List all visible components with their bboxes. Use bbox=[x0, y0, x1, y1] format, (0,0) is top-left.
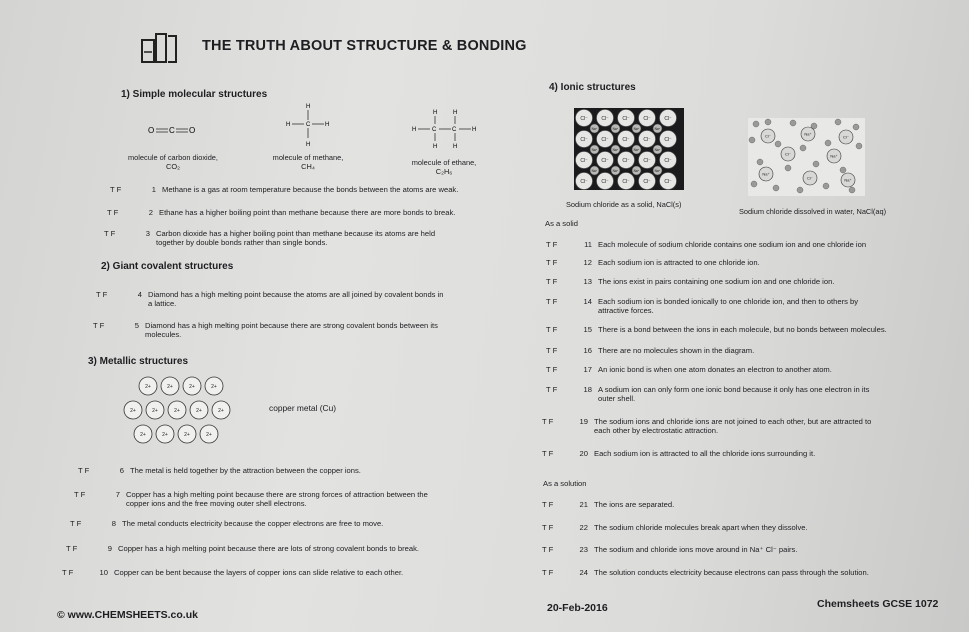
svg-text:Cl⁻: Cl⁻ bbox=[622, 137, 630, 143]
svg-text:Cl⁻: Cl⁻ bbox=[580, 158, 588, 164]
question-row[interactable]: T F 22 The sodium chloride molecules break apart when they dissolve. bbox=[542, 523, 808, 532]
svg-text:O: O bbox=[189, 126, 196, 135]
svg-text:2+: 2+ bbox=[206, 432, 212, 438]
simple-molecules-diagram bbox=[140, 100, 480, 150]
svg-text:H: H bbox=[433, 144, 438, 150]
svg-text:Cl⁻: Cl⁻ bbox=[664, 158, 672, 164]
question-row[interactable]: T F 19 The sodium ions and chloride ions are not joined to each other, but are attracted to each other by electrostatic attraction. bbox=[542, 417, 872, 435]
ethane-caption: molecule of ethane, C₂H₆ bbox=[411, 158, 477, 176]
svg-text:Na⁺: Na⁺ bbox=[612, 126, 619, 131]
svg-text:Cl⁻: Cl⁻ bbox=[622, 116, 630, 122]
svg-text:Na⁺: Na⁺ bbox=[762, 171, 770, 177]
svg-text:Na⁺: Na⁺ bbox=[844, 177, 852, 183]
section-heading-metallic: 3) Metallic structures bbox=[88, 356, 189, 367]
svg-text:Cl⁻: Cl⁻ bbox=[643, 116, 651, 122]
methane-caption: molecule of methane, CH₄ bbox=[272, 153, 344, 171]
svg-text:Cl⁻: Cl⁻ bbox=[843, 134, 849, 140]
question-row[interactable]: T F 7 Copper has a high melting point because there are strong forces of attraction between the copper ions and the free moving outer shell electrons. bbox=[74, 490, 428, 508]
svg-text:Na⁺: Na⁺ bbox=[591, 168, 598, 173]
question-row[interactable]: T F 17 An ionic bond is when one atom donates an electron to another atom. bbox=[546, 365, 832, 374]
question-row[interactable]: T F 18 A sodium ion can only form one ionic bond because it only has one electron in its outer shell. bbox=[546, 385, 870, 403]
nacl-solution-diagram bbox=[748, 118, 865, 196]
svg-text:Na⁺: Na⁺ bbox=[612, 168, 619, 173]
svg-text:2+: 2+ bbox=[162, 432, 168, 438]
svg-text:H: H bbox=[306, 142, 311, 148]
question-row[interactable]: T F 20 Each sodium ion is attracted to all the chloride ions surrounding it. bbox=[542, 449, 816, 458]
svg-text:Cl⁻: Cl⁻ bbox=[765, 133, 771, 139]
question-row[interactable]: T F 5 Diamond has a high melting point because there are strong covalent bonds between its molecules. bbox=[93, 321, 438, 339]
question-row[interactable]: T F 14 Each sodium ion is bonded ionically to one chloride ion, and then to others by attractive forces. bbox=[546, 297, 859, 315]
as-a-solution-label: As a solution bbox=[543, 479, 587, 488]
nacl-solid-diagram bbox=[574, 108, 684, 190]
copper-label: copper metal (Cu) bbox=[269, 403, 337, 413]
svg-text:Cl⁻: Cl⁻ bbox=[601, 116, 609, 122]
solution-diagram-caption: Sodium chloride dissolved in water, NaCl(aq) bbox=[739, 207, 887, 216]
svg-text:Cl⁻: Cl⁻ bbox=[785, 151, 791, 157]
svg-text:H: H bbox=[412, 127, 417, 133]
beaker-logo-icon bbox=[140, 30, 180, 66]
svg-text:H: H bbox=[472, 127, 477, 133]
question-row[interactable]: T F 21 The ions are separated. bbox=[542, 500, 675, 509]
solid-diagram-caption: Sodium chloride as a solid, NaCl(s) bbox=[566, 200, 682, 209]
question-row[interactable]: T F 2 Ethane has a higher boiling point than methane because there are more bonds to break. bbox=[107, 208, 456, 217]
svg-text:Na⁺: Na⁺ bbox=[804, 131, 812, 137]
svg-text:2+: 2+ bbox=[130, 408, 136, 414]
question-row[interactable]: T F 4 Diamond has a high melting point because the atoms are all joined by covalent bonds in a lattice. bbox=[96, 290, 444, 308]
question-row[interactable]: T F 11 Each molecule of sodium chloride contains one sodium ion and one chloride ion bbox=[546, 240, 867, 249]
svg-text:Na⁺: Na⁺ bbox=[830, 153, 838, 159]
question-row[interactable]: T F 9 Copper has a high melting point because there are lots of strong covalent bonds to break. bbox=[66, 544, 419, 553]
svg-text:H: H bbox=[325, 122, 330, 128]
question-row[interactable]: T F 13 The ions exist in pairs containing one sodium ion and one chloride ion. bbox=[546, 277, 835, 286]
svg-text:Cl⁻: Cl⁻ bbox=[580, 116, 588, 122]
footer-date: 20-Feb-2016 bbox=[547, 602, 608, 614]
question-row[interactable]: T F 6 The metal is held together by the attraction between the copper ions. bbox=[78, 466, 361, 475]
svg-text:Cl⁻: Cl⁻ bbox=[622, 179, 630, 185]
svg-text:Cl⁻: Cl⁻ bbox=[643, 137, 651, 143]
question-row[interactable]: T F 24 The solution conducts electricity because electrons can pass through the solution. bbox=[542, 568, 869, 577]
svg-text:Na⁺: Na⁺ bbox=[633, 168, 640, 173]
svg-text:2+: 2+ bbox=[152, 408, 158, 414]
question-row[interactable]: T F 16 There are no molecules shown in the diagram. bbox=[546, 346, 755, 355]
svg-text:Na⁺: Na⁺ bbox=[612, 147, 619, 152]
svg-text:Cl⁻: Cl⁻ bbox=[664, 137, 672, 143]
question-row[interactable]: T F 12 Each sodium ion is attracted to one chloride ion. bbox=[546, 258, 760, 267]
svg-text:2+: 2+ bbox=[189, 384, 195, 390]
page-title: THE TRUTH ABOUT STRUCTURE & BONDING bbox=[202, 38, 527, 54]
svg-text:Cl⁻: Cl⁻ bbox=[601, 158, 609, 164]
svg-text:Cl⁻: Cl⁻ bbox=[643, 179, 651, 185]
section-heading-simple-molecular: 1) Simple molecular structures bbox=[121, 89, 268, 100]
question-row[interactable]: T F 15 There is a bond between the ions in each molecule, but no bonds between molecules. bbox=[546, 325, 887, 334]
svg-text:Na⁺: Na⁺ bbox=[591, 126, 598, 131]
svg-text:Cl⁻: Cl⁻ bbox=[664, 116, 672, 122]
svg-text:2+: 2+ bbox=[196, 408, 202, 414]
section-heading-giant-covalent: 2) Giant covalent structures bbox=[101, 261, 234, 272]
svg-text:Na⁺: Na⁺ bbox=[654, 147, 661, 152]
question-row[interactable]: T F 10 Copper can be bent because the layers of copper ions can slide relative to each other. bbox=[62, 568, 404, 577]
svg-text:O: O bbox=[148, 126, 155, 135]
as-a-solid-label: As a solid bbox=[545, 219, 578, 228]
section-heading-ionic: 4) Ionic structures bbox=[549, 82, 636, 93]
copper-lattice-diagram bbox=[118, 376, 248, 446]
svg-text:Na⁺: Na⁺ bbox=[654, 168, 661, 173]
svg-text:H: H bbox=[453, 144, 458, 150]
question-row[interactable]: T F 1 Methane is a gas at room temperature because the bonds between the atoms are weak. bbox=[110, 185, 459, 194]
svg-text:C: C bbox=[306, 122, 311, 128]
svg-text:2+: 2+ bbox=[174, 408, 180, 414]
svg-text:2+: 2+ bbox=[211, 384, 217, 390]
svg-text:Na⁺: Na⁺ bbox=[633, 147, 640, 152]
svg-text:H: H bbox=[453, 110, 458, 116]
svg-text:Cl⁻: Cl⁻ bbox=[643, 158, 651, 164]
svg-text:2+: 2+ bbox=[167, 384, 173, 390]
svg-text:Cl⁻: Cl⁻ bbox=[664, 179, 672, 185]
svg-text:C: C bbox=[432, 127, 437, 133]
svg-text:C: C bbox=[169, 126, 175, 135]
svg-text:Na⁺: Na⁺ bbox=[633, 126, 640, 131]
svg-text:H: H bbox=[306, 104, 311, 110]
svg-text:2+: 2+ bbox=[145, 384, 151, 390]
svg-text:Cl⁻: Cl⁻ bbox=[601, 137, 609, 143]
svg-text:Cl⁻: Cl⁻ bbox=[580, 179, 588, 185]
co2-caption: molecule of carbon dioxide, CO₂ bbox=[128, 153, 218, 171]
question-row[interactable]: T F 3 Carbon dioxide has a higher boiling point than methane because its atoms are held together by double bonds rather than single bonds. bbox=[104, 229, 436, 247]
question-row[interactable]: T F 8 The metal conducts electricity because the copper electrons are free to move. bbox=[70, 519, 384, 528]
svg-text:H: H bbox=[286, 122, 291, 128]
svg-text:Na⁺: Na⁺ bbox=[654, 126, 661, 131]
svg-text:Na⁺: Na⁺ bbox=[591, 147, 598, 152]
svg-text:2+: 2+ bbox=[184, 432, 190, 438]
svg-text:Cl⁻: Cl⁻ bbox=[622, 158, 630, 164]
svg-text:Cl⁻: Cl⁻ bbox=[601, 179, 609, 185]
svg-text:Cl⁻: Cl⁻ bbox=[807, 175, 813, 181]
question-row[interactable]: T F 23 The sodium and chloride ions move around in Na⁺ Cl⁻ pairs. bbox=[542, 545, 798, 554]
svg-text:H: H bbox=[433, 110, 438, 116]
footer-code: Chemsheets GCSE 1072 bbox=[817, 598, 939, 610]
svg-text:2+: 2+ bbox=[140, 432, 146, 438]
footer-website: © www.CHEMSHEETS.co.uk bbox=[57, 609, 198, 621]
svg-text:C: C bbox=[452, 127, 457, 133]
svg-text:2+: 2+ bbox=[218, 408, 224, 414]
svg-text:Cl⁻: Cl⁻ bbox=[580, 137, 588, 143]
